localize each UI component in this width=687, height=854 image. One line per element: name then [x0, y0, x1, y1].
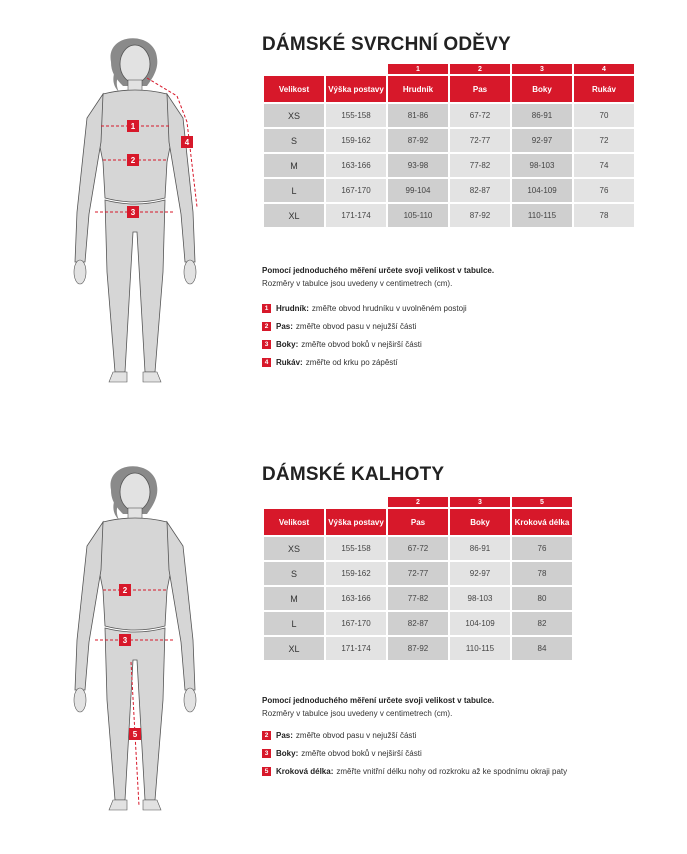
pants-header-hips: Boky: [450, 509, 510, 535]
table-cell: M: [264, 154, 324, 177]
figure-marker-3: [119, 634, 131, 646]
table-cell: 67-72: [450, 104, 510, 127]
tops-header-row: [264, 76, 634, 102]
figure-torso: [97, 518, 173, 630]
svg-text:3: 3: [130, 208, 136, 217]
legend-number-badge: 5: [262, 767, 271, 776]
table-cell: XS: [264, 104, 324, 127]
table-row: [264, 562, 572, 585]
legend-number-badge: 4: [262, 358, 271, 367]
tops-col-number: 3: [512, 64, 572, 74]
legend-number-badge: 1: [262, 304, 271, 313]
table-cell: 86-91: [450, 537, 510, 560]
table-cell: 87-92: [450, 204, 510, 227]
table-row: [264, 179, 634, 202]
legend-number-badge: 2: [262, 322, 271, 331]
figure-head: [120, 45, 150, 83]
list-item: [262, 299, 467, 317]
table-cell: 167-170: [326, 179, 386, 202]
list-item: [262, 744, 567, 762]
table-cell: XL: [264, 637, 324, 660]
table-cell: 99-104: [388, 179, 448, 202]
legend-term: Hrudník:: [276, 303, 309, 313]
legend-desc: změřte obvod boků v nejširší části: [301, 748, 422, 758]
table-cell: 167-170: [326, 612, 386, 635]
table-cell: 70: [574, 104, 634, 127]
figure-marker-2: [119, 584, 131, 596]
table-cell: 110-115: [512, 204, 572, 227]
table-cell: 82-87: [450, 179, 510, 202]
legend-number-badge: 3: [262, 749, 271, 758]
figure-torso: [97, 90, 173, 202]
table-cell: 98-103: [512, 154, 572, 177]
table-cell: XL: [264, 204, 324, 227]
tops-col-number: 2: [450, 64, 510, 74]
pants-col-number: 3: [450, 497, 510, 507]
figure-marker-5: [129, 728, 141, 740]
table-cell: 171-174: [326, 204, 386, 227]
legend-desc: změřte obvod hrudníku v uvolněném postoji: [311, 303, 467, 313]
table-row: [264, 612, 572, 635]
table-cell: L: [264, 179, 324, 202]
legend-number-badge: 3: [262, 340, 271, 349]
figure-right-arm: [167, 94, 195, 262]
tops-header-hips: Boky: [512, 76, 572, 102]
table-cell: 82-87: [388, 612, 448, 635]
table-cell: 155-158: [326, 104, 386, 127]
pants-instruction: Pomocí jednoduchého měření určete svoji velikost v tabulce.: [262, 696, 495, 705]
table-cell: L: [264, 612, 324, 635]
legend-desc: změřte vnitřní délku nohy od rozkroku až ke spodnímu okraji paty: [336, 766, 568, 776]
pants-number-row: [264, 497, 572, 507]
table-cell: 81-86: [388, 104, 448, 127]
tops-header-waist: Pas: [450, 76, 510, 102]
table-cell: 92-97: [512, 129, 572, 152]
table-cell: 74: [574, 154, 634, 177]
tops-units-note: Rozměry v tabulce jsou uvedeny v centimetrech (cm).: [262, 279, 453, 288]
table-cell: 80: [512, 587, 572, 610]
list-item: [262, 335, 467, 353]
table-cell: 92-97: [450, 562, 510, 585]
table-cell: S: [264, 562, 324, 585]
table-cell: 104-109: [450, 612, 510, 635]
table-cell: 171-174: [326, 637, 386, 660]
table-row: [264, 104, 634, 127]
table-cell: 72-77: [388, 562, 448, 585]
legend-term: Boky:: [276, 339, 299, 349]
svg-text:4: 4: [184, 138, 190, 147]
table-cell: 77-82: [388, 587, 448, 610]
pants-header-row: [264, 509, 572, 535]
pants-size-table: [262, 495, 574, 662]
tops-header-chest: Hrudník: [388, 76, 448, 102]
tops-col-number: 4: [574, 64, 634, 74]
legend-term: Pas:: [276, 730, 293, 740]
table-row: [264, 154, 634, 177]
legend-desc: změřte obvod boků v nejširší části: [301, 339, 422, 349]
pants-units-note: Rozměry v tabulce jsou uvedeny v centimetrech (cm).: [262, 709, 453, 718]
women-tops-figure: [55, 22, 215, 397]
pants-legend: [262, 726, 567, 780]
list-item: [262, 762, 567, 780]
legend-term: Boky:: [276, 748, 299, 758]
table-cell: 72-77: [450, 129, 510, 152]
tops-number-row: [264, 64, 634, 74]
legend-number-badge: 2: [262, 731, 271, 740]
table-cell: 87-92: [388, 129, 448, 152]
legend-desc: změřte od krku po zápěstí: [305, 357, 398, 367]
tops-legend: [262, 299, 467, 371]
table-cell: 72: [574, 129, 634, 152]
figure-marker-4: [181, 136, 193, 148]
tops-header-height: Výška postavy: [326, 76, 386, 102]
tops-instruction: Pomocí jednoduchého měření určete svoji velikost v tabulce.: [262, 266, 495, 275]
table-cell: 98-103: [450, 587, 510, 610]
legend-term: Kroková délka:: [276, 766, 334, 776]
legend-desc: změřte obvod pasu v nejužší části: [295, 730, 417, 740]
list-item: [262, 353, 467, 371]
legend-desc: změřte obvod pasu v nejužší části: [295, 321, 417, 331]
table-cell: 76: [574, 179, 634, 202]
svg-text:3: 3: [122, 636, 128, 645]
table-cell: 87-92: [388, 637, 448, 660]
pants-col-number: 2: [388, 497, 448, 507]
table-cell: 78: [512, 562, 572, 585]
tops-header-size: Velikost: [264, 76, 324, 102]
legend-term: Pas:: [276, 321, 293, 331]
table-cell: 163-166: [326, 154, 386, 177]
table-row: [264, 587, 572, 610]
pants-col-number: 5: [512, 497, 572, 507]
pants-header-inseam: Kroková délka: [512, 509, 572, 535]
figure-left-arm: [75, 94, 103, 262]
list-item: [262, 726, 567, 744]
table-cell: 82: [512, 612, 572, 635]
table-cell: 163-166: [326, 587, 386, 610]
pants-title: DÁMSKÉ KALHOTY: [262, 464, 445, 485]
svg-text:2: 2: [122, 586, 128, 595]
svg-text:2: 2: [130, 156, 136, 165]
figure-legs: [105, 628, 165, 800]
table-cell: S: [264, 129, 324, 152]
table-cell: 76: [512, 537, 572, 560]
svg-text:1: 1: [130, 122, 136, 131]
pants-header-waist: Pas: [388, 509, 448, 535]
table-cell: 110-115: [450, 637, 510, 660]
table-row: [264, 537, 572, 560]
figure-left-arm: [75, 522, 103, 690]
figure-marker-1: [127, 120, 139, 132]
table-row: [264, 129, 634, 152]
table-cell: 155-158: [326, 537, 386, 560]
figure-head: [120, 473, 150, 511]
pants-header-size: Velikost: [264, 509, 324, 535]
svg-text:5: 5: [132, 730, 138, 739]
figure-right-arm: [167, 522, 195, 690]
figure-marker-2: [127, 154, 139, 166]
tops-size-table: [262, 62, 636, 229]
table-cell: 93-98: [388, 154, 448, 177]
tops-title: DÁMSKÉ SVRCHNÍ ODĚVY: [262, 34, 511, 55]
table-cell: 67-72: [388, 537, 448, 560]
tops-header-sleeve: Rukáv: [574, 76, 634, 102]
figure-marker-3: [127, 206, 139, 218]
table-cell: 84: [512, 637, 572, 660]
table-cell: 77-82: [450, 154, 510, 177]
women-pants-figure: [55, 450, 215, 825]
legend-term: Rukáv:: [276, 357, 303, 367]
table-row: [264, 637, 572, 660]
list-item: [262, 317, 467, 335]
pants-header-height: Výška postavy: [326, 509, 386, 535]
table-cell: 86-91: [512, 104, 572, 127]
table-cell: XS: [264, 537, 324, 560]
table-cell: 159-162: [326, 562, 386, 585]
table-cell: 78: [574, 204, 634, 227]
figure-legs: [105, 200, 165, 372]
table-cell: 105-110: [388, 204, 448, 227]
tops-col-number: 1: [388, 64, 448, 74]
table-row: [264, 204, 634, 227]
table-cell: 159-162: [326, 129, 386, 152]
table-cell: M: [264, 587, 324, 610]
table-cell: 104-109: [512, 179, 572, 202]
